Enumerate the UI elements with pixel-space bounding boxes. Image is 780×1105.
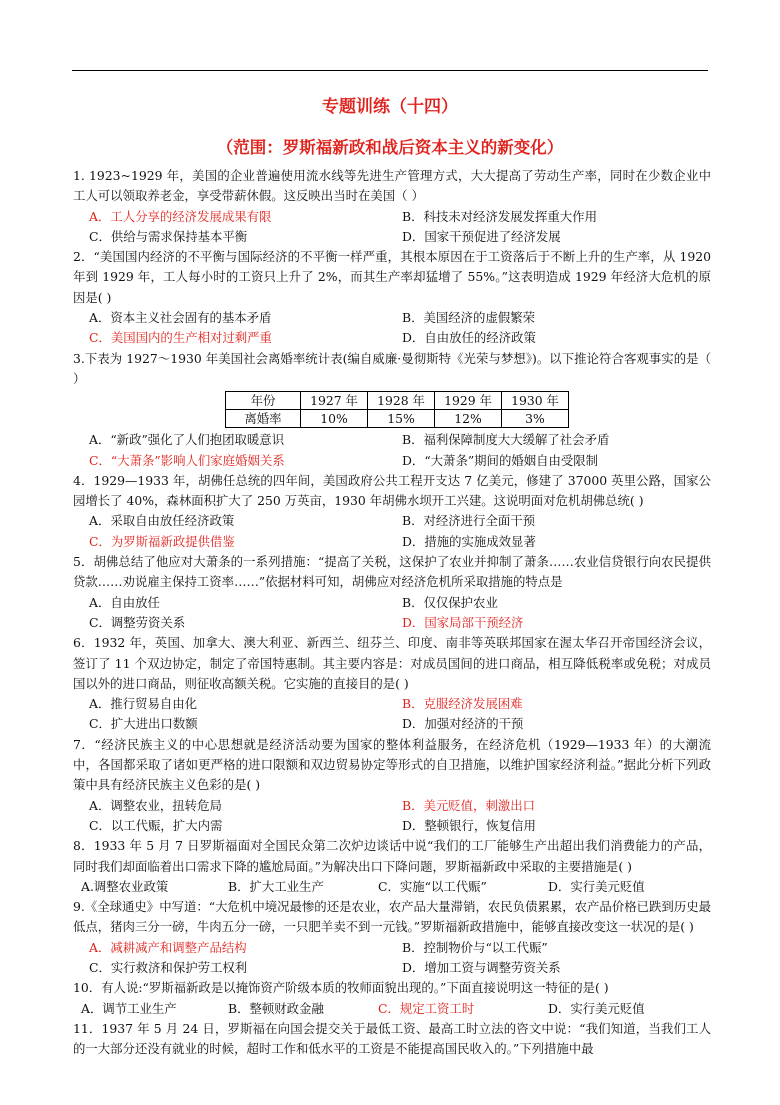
question-list — [73, 166, 711, 1059]
table-cell: 1928 年 — [368, 392, 435, 410]
question-5 — [73, 552, 711, 633]
divorce-rate-table — [225, 391, 569, 428]
table-cell: 1927 年 — [301, 392, 368, 410]
question-4 — [73, 471, 711, 552]
question-stem: 2．“美国国内经济的不平衡与国际经济的不平衡一样严重，其根本原因在于工资落后于不断上升的生产率，从 1920 年到 1929 年，工人每小时的工资只上升了 2%，而其生产率却猛增了 55%。”这表明造成 1929 年经济大危机的原因是( ) — [73, 249, 711, 305]
option-a: A．推行贸易自由化 — [89, 696, 198, 712]
option-a: A．调节工业生产 — [81, 1000, 177, 1016]
option-group — [73, 694, 711, 735]
option-d: D．措施的实施成效显著 — [402, 533, 536, 549]
option-group — [73, 511, 711, 552]
option-d: D．实行美元贬值 — [548, 1000, 645, 1016]
question-stem: 9.《全球通史》中写道：“大危机中境况最惨的还是农业，农产品大量滞销，农民负债累累，农产品价格已跌到历史最低点，猪肉三分一磅，牛肉五分一磅，一只肥羊卖不到一元钱。”罗斯福新政措施中，能够直接改变这一状况的是( ) — [73, 899, 711, 935]
question-stem: 4．1929—1933 年，胡佛任总统的四年间，美国政府公共工程开支达 7 亿美元，修建了 37000 英里公路，国家公园增长了 40%，森林面积扩大了 250 万英亩，1930 年胡佛水坝开工兴建。这说明面对危机胡佛总统( ) — [73, 472, 711, 509]
question-7 — [73, 735, 711, 836]
option-c: C．实行救济和保护劳工权利 — [89, 959, 248, 975]
option-c: C．供给与需求保持基本平衡 — [89, 228, 248, 244]
option-d: D．增加工资与调整劳资关系 — [402, 959, 561, 975]
option-b: B．美国经济的虚假繁荣 — [402, 310, 536, 326]
option-b: B．整顿财政金融 — [228, 1000, 324, 1016]
option-group — [73, 999, 711, 1019]
option-c: C．调整劳资关系 — [89, 614, 186, 630]
question-2 — [73, 247, 711, 348]
option-b: B．扩大工业生产 — [228, 878, 324, 894]
question-9 — [73, 897, 711, 978]
table-cell: 1929 年 — [435, 392, 502, 410]
option-c: C．规定工资工时 — [378, 1000, 475, 1016]
option-d: D．整顿银行，恢复信用 — [402, 817, 536, 833]
option-group — [73, 207, 711, 248]
option-a: A．采取自由放任经济政策 — [89, 513, 235, 529]
question-8 — [73, 836, 711, 897]
question-stem: 10．有人说:“罗斯福新政是以掩饰资产阶级本质的牧师面貌出现的。”下面直接说明这一特征的是( ) — [73, 980, 609, 996]
option-d: D．实行美元贬值 — [548, 878, 645, 894]
option-c: C．为罗斯福新政提供借鉴 — [89, 533, 235, 549]
table-cell: 10% — [301, 410, 368, 428]
option-d: D．国家局部干预经济 — [402, 614, 524, 630]
option-a: A．资本主义社会固有的基本矛盾 — [89, 310, 272, 326]
question-11 — [73, 1019, 711, 1060]
table-cell: 15% — [368, 410, 435, 428]
question-stem: 11．1937 年 5 月 24 日，罗斯福在向国会提交关于最低工资、最高工时立法的咨文中说：“我们知道，当我们工人的一大部分还没有就业的时候，超时工作和低水平的工资是不能提高国民收入的。”下列措施中最 — [73, 1020, 711, 1057]
table-row — [226, 392, 569, 410]
table-cell: 3% — [502, 410, 569, 428]
option-group — [73, 430, 711, 471]
option-group — [73, 308, 711, 349]
table-row — [226, 410, 569, 428]
table-cell: 离婚率 — [226, 410, 301, 428]
option-b: B．仅仅保护农业 — [402, 594, 498, 610]
option-a: A．减耕减产和调整产品结构 — [89, 939, 247, 955]
page-title: 专题训练（十四） — [322, 97, 458, 117]
option-d: D．国家干预促进了经济发展 — [402, 228, 561, 244]
option-d: D．加强对经济的干预 — [402, 716, 524, 732]
page-subtitle: （范围：罗斯福新政和战后资本主义的新变化） — [216, 138, 564, 157]
option-c: C．实施“以工代赈” — [378, 878, 487, 894]
option-b: B．科技未对经济发展发挥重大作用 — [402, 208, 597, 224]
question-stem: 1. 1923~1929 年，美国的企业普遍使用流水线等先进生产管理方式，大大提高了劳动生产率，同时在少数企业中工人可以领取养老金，享受带薪休假。这反映出当时在美国（ ） — [73, 168, 711, 204]
option-b: B．克服经济发展困难 — [402, 696, 523, 712]
option-c: C．美国国内的生产相对过剩严重 — [89, 330, 272, 346]
option-a: A．自由放任 — [89, 594, 160, 610]
table-cell: 年份 — [226, 392, 301, 410]
option-group — [73, 796, 711, 837]
question-stem: 3.下表为 1927～1930 年美国社会离婚率统计表(编自威廉·曼彻斯特《光荣与梦想》)。以下推论符合客观事实的是（ ） — [73, 350, 711, 386]
option-group — [73, 593, 711, 634]
option-d: D．自由放任的经济政策 — [402, 330, 536, 346]
option-b: B．福利保障制度大大缓解了社会矛盾 — [402, 432, 610, 448]
question-10 — [73, 978, 711, 1019]
option-a: A.调整农业政策 — [81, 878, 169, 894]
option-a: A．工人分享的经济发展成果有限 — [89, 208, 272, 224]
option-b: B．控制物价与“以工代赈” — [402, 939, 548, 955]
option-c: C．扩大进出口数额 — [89, 716, 198, 732]
question-6 — [73, 633, 711, 734]
question-1 — [73, 166, 711, 247]
option-b: B．美元贬值，刺激出口 — [402, 797, 536, 813]
option-group — [73, 938, 711, 979]
option-b: B．对经济进行全面干预 — [402, 513, 536, 529]
table-cell: 1930 年 — [502, 392, 569, 410]
question-stem: 5．胡佛总结了他应对大萧条的一系列措施：“提高了关税，这保护了农业并抑制了萧条……农业信贷银行向农民提供贷款……劝说雇主保持工资率……”依据材料可知，胡佛应对经济危机所采取措施的特点是 — [73, 554, 711, 590]
table-cell: 12% — [435, 410, 502, 428]
header-rule — [72, 70, 708, 71]
question-stem: 7．“经济民族主义的中心思想就是经济活动要为国家的整体利益服务，在经济危机（1929—1933 年）的大潮流中，各国都采取了诸如更严格的进口限额和双边贸易协定等形式的自卫措施，以维护国家经济利益。”据此分析下列政策中具有经济民族主义色彩的是( ) — [73, 736, 711, 793]
option-group — [73, 877, 711, 897]
option-a: A．调整农业，扭转危局 — [89, 797, 222, 813]
question-stem: 8．1933 年 5 月 7 日罗斯福面对全国民众第二次炉边谈话中说“我们的工厂能够生产出超出我们消费能力的产品，同时我们却面临着出口需求下降的尴尬局面。”为解决出口下降问题，罗斯福新政中采取的主要措施是( ) — [73, 838, 711, 874]
option-a: A．“新政”强化了人们抱团取暖意识 — [89, 432, 285, 448]
question-stem: 6．1932 年，英国、加拿大、澳大利亚、新西兰、纽芬兰、印度、南非等英联邦国家在渥太华召开帝国经济会议，签订了 11 个双边协定，制定了帝国特惠制。其主要内容是：对成员国间的进口商品，相互降低税率或免税；对成员国以外的进口商品，则征收高额关税。它实施的直接目的是( ) — [73, 635, 711, 691]
option-d: D．“大萧条”期间的婚姻自由受限制 — [402, 452, 599, 468]
question-3 — [73, 349, 711, 471]
option-c: C．以工代赈，扩大内需 — [89, 817, 223, 833]
option-c: C．“大萧条”影响人们家庭婚姻关系 — [89, 452, 285, 468]
